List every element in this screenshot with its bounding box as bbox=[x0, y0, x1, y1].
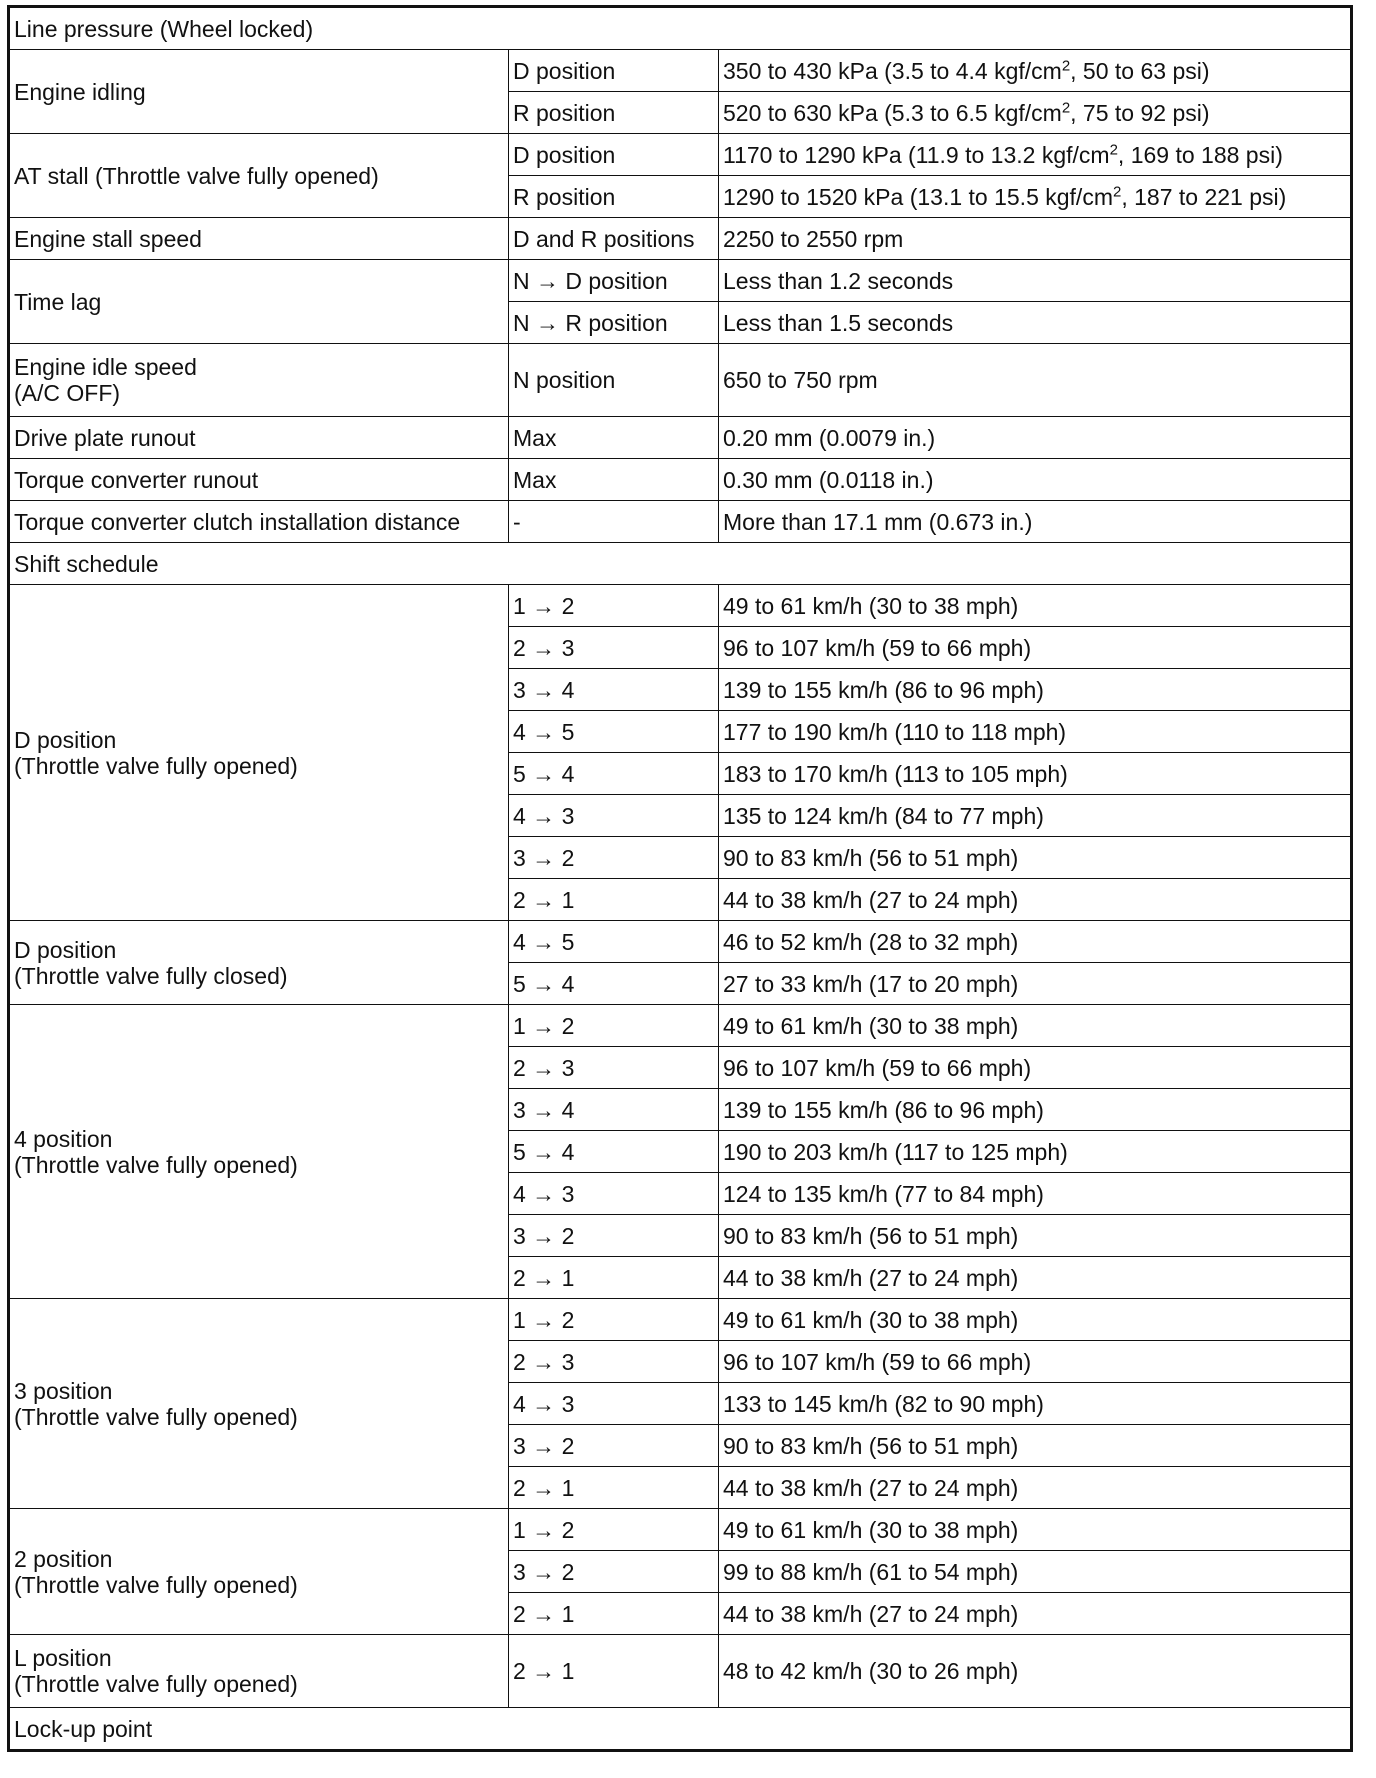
shift-group-label: 2 position (Throttle valve fully opened) bbox=[9, 1509, 509, 1635]
table-row bbox=[9, 50, 1352, 92]
shift-cell: 2 → 3 bbox=[509, 627, 719, 669]
condition-cell: N position bbox=[509, 344, 719, 417]
speed-cell: 90 to 83 km/h (56 to 51 mph) bbox=[719, 1215, 1352, 1257]
speed-cell: 90 to 83 km/h (56 to 51 mph) bbox=[719, 837, 1352, 879]
table-row bbox=[9, 134, 1352, 176]
speed-cell: 46 to 52 km/h (28 to 32 mph) bbox=[719, 921, 1352, 963]
table-row bbox=[9, 1708, 1352, 1751]
condition-cell: N → D position bbox=[509, 260, 719, 302]
shift-cell: 4 → 3 bbox=[509, 795, 719, 837]
value-cell: 0.20 mm (0.0079 in.) bbox=[719, 417, 1352, 459]
speed-cell: 96 to 107 km/h (59 to 66 mph) bbox=[719, 1341, 1352, 1383]
table-row bbox=[9, 921, 1352, 963]
shift-cell: 5 → 4 bbox=[509, 753, 719, 795]
shift-cell: 2 → 1 bbox=[509, 1635, 719, 1708]
condition-cell: R position bbox=[509, 176, 719, 218]
speed-cell: 44 to 38 km/h (27 to 24 mph) bbox=[719, 1467, 1352, 1509]
table-row bbox=[9, 1509, 1352, 1551]
shift-cell: 2 → 1 bbox=[509, 1593, 719, 1635]
table-row bbox=[9, 1299, 1352, 1341]
row-label-drive-plate-runout: Drive plate runout bbox=[9, 417, 509, 459]
condition-cell: R position bbox=[509, 92, 719, 134]
shift-cell: 3 → 2 bbox=[509, 1215, 719, 1257]
table-row bbox=[9, 260, 1352, 302]
condition-cell: N → R position bbox=[509, 302, 719, 344]
shift-cell: 3 → 2 bbox=[509, 1551, 719, 1593]
shift-group-label: D position (Throttle valve fully closed) bbox=[9, 921, 509, 1005]
shift-cell: 4 → 5 bbox=[509, 711, 719, 753]
shift-cell: 1 → 2 bbox=[509, 1299, 719, 1341]
shift-cell: 4 → 3 bbox=[509, 1383, 719, 1425]
speed-cell: 49 to 61 km/h (30 to 38 mph) bbox=[719, 1509, 1352, 1551]
speed-cell: 133 to 145 km/h (82 to 90 mph) bbox=[719, 1383, 1352, 1425]
shift-cell: 2 → 3 bbox=[509, 1047, 719, 1089]
shift-cell: 5 → 4 bbox=[509, 1131, 719, 1173]
value-cell: 1170 to 1290 kPa (11.9 to 13.2 kgf/$cm^2$, 169 to 188 psi) bbox=[719, 134, 1352, 176]
speed-cell: 49 to 61 km/h (30 to 38 mph) bbox=[719, 585, 1352, 627]
table-row bbox=[9, 459, 1352, 501]
value-cell: 1290 to 1520 kPa (13.1 to 15.5 kgf/$cm^2$, 187 to 221 psi) bbox=[719, 176, 1352, 218]
row-label-torque-converter-runout: Torque converter runout bbox=[9, 459, 509, 501]
shift-cell: 1 → 2 bbox=[509, 585, 719, 627]
shift-group-label: L position (Throttle valve fully opened) bbox=[9, 1635, 509, 1708]
speed-cell: 90 to 83 km/h (56 to 51 mph) bbox=[719, 1425, 1352, 1467]
speed-cell: 48 to 42 km/h (30 to 26 mph) bbox=[719, 1635, 1352, 1708]
speed-cell: 177 to 190 km/h (110 to 118 mph) bbox=[719, 711, 1352, 753]
value-cell: Less than 1.2 seconds bbox=[719, 260, 1352, 302]
shift-cell: 1 → 2 bbox=[509, 1005, 719, 1047]
condition-cell: D and R positions bbox=[509, 218, 719, 260]
row-label-engine-idle-speed: Engine idle speed (A/C OFF) bbox=[9, 344, 509, 417]
shift-group-label: 3 position (Throttle valve fully opened) bbox=[9, 1299, 509, 1509]
condition-cell: Max bbox=[509, 417, 719, 459]
row-label-at-stall: AT stall (Throttle valve fully opened) bbox=[9, 134, 509, 218]
value-cell: 0.30 mm (0.0118 in.) bbox=[719, 459, 1352, 501]
shift-cell: 3 → 4 bbox=[509, 669, 719, 711]
shift-group-label: 4 position (Throttle valve fully opened) bbox=[9, 1005, 509, 1299]
shift-cell: 4 → 5 bbox=[509, 921, 719, 963]
speed-cell: 44 to 38 km/h (27 to 24 mph) bbox=[719, 1257, 1352, 1299]
section-header-lock-up-point: Lock-up point bbox=[9, 1708, 1352, 1751]
table-row bbox=[9, 1005, 1352, 1047]
condition-cell: - bbox=[509, 501, 719, 543]
speed-cell: 190 to 203 km/h (117 to 125 mph) bbox=[719, 1131, 1352, 1173]
value-cell: 520 to 630 kPa (5.3 to 6.5 kgf/$cm^2$, 75 to 92 psi) bbox=[719, 92, 1352, 134]
shift-cell: 4 → 3 bbox=[509, 1173, 719, 1215]
shift-cell: 2 → 1 bbox=[509, 879, 719, 921]
speed-cell: 27 to 33 km/h (17 to 20 mph) bbox=[719, 963, 1352, 1005]
speed-cell: 183 to 170 km/h (113 to 105 mph) bbox=[719, 753, 1352, 795]
speed-cell: 139 to 155 km/h (86 to 96 mph) bbox=[719, 669, 1352, 711]
speed-cell: 44 to 38 km/h (27 to 24 mph) bbox=[719, 1593, 1352, 1635]
table-row bbox=[9, 7, 1352, 50]
table-row bbox=[9, 218, 1352, 260]
shift-cell: 5 → 4 bbox=[509, 963, 719, 1005]
shift-cell: 2 → 1 bbox=[509, 1257, 719, 1299]
shift-cell: 2 → 3 bbox=[509, 1341, 719, 1383]
condition-cell: Max bbox=[509, 459, 719, 501]
shift-cell: 3 → 4 bbox=[509, 1089, 719, 1131]
section-header-line-pressure: Line pressure (Wheel locked) bbox=[9, 7, 1352, 50]
speed-cell: 44 to 38 km/h (27 to 24 mph) bbox=[719, 879, 1352, 921]
shift-schedule-body bbox=[9, 585, 1352, 1708]
row-label-engine-stall-speed: Engine stall speed bbox=[9, 218, 509, 260]
speed-cell: 99 to 88 km/h (61 to 54 mph) bbox=[719, 1551, 1352, 1593]
value-cell: 350 to 430 kPa (3.5 to 4.4 kgf/$cm^2$, 50 to 63 psi) bbox=[719, 50, 1352, 92]
speed-cell: 96 to 107 km/h (59 to 66 mph) bbox=[719, 627, 1352, 669]
table-row bbox=[9, 344, 1352, 417]
shift-cell: 3 → 2 bbox=[509, 837, 719, 879]
speed-cell: 124 to 135 km/h (77 to 84 mph) bbox=[719, 1173, 1352, 1215]
table-row bbox=[9, 1635, 1352, 1708]
shift-cell: 1 → 2 bbox=[509, 1509, 719, 1551]
speed-cell: 49 to 61 km/h (30 to 38 mph) bbox=[719, 1005, 1352, 1047]
speed-cell: 49 to 61 km/h (30 to 38 mph) bbox=[719, 1299, 1352, 1341]
section-header-shift-schedule: Shift schedule bbox=[9, 543, 1352, 585]
value-cell: Less than 1.5 seconds bbox=[719, 302, 1352, 344]
shift-cell: 3 → 2 bbox=[509, 1425, 719, 1467]
shift-group-label: D position (Throttle valve fully opened) bbox=[9, 585, 509, 921]
value-cell: More than 17.1 mm (0.673 in.) bbox=[719, 501, 1352, 543]
table-row bbox=[9, 417, 1352, 459]
shift-cell: 2 → 1 bbox=[509, 1467, 719, 1509]
condition-cell: D position bbox=[509, 50, 719, 92]
table-row bbox=[9, 501, 1352, 543]
value-cell: 2250 to 2550 rpm bbox=[719, 218, 1352, 260]
table-row bbox=[9, 585, 1352, 627]
condition-cell: D position bbox=[509, 134, 719, 176]
speed-cell: 96 to 107 km/h (59 to 66 mph) bbox=[719, 1047, 1352, 1089]
row-label-torque-converter-clutch: Torque converter clutch installation distance bbox=[9, 501, 509, 543]
speed-cell: 139 to 155 km/h (86 to 96 mph) bbox=[719, 1089, 1352, 1131]
table-row bbox=[9, 543, 1352, 585]
spec-table bbox=[7, 5, 1353, 1752]
row-label-time-lag: Time lag bbox=[9, 260, 509, 344]
value-cell: 650 to 750 rpm bbox=[719, 344, 1352, 417]
row-label-engine-idling: Engine idling bbox=[9, 50, 509, 134]
speed-cell: 135 to 124 km/h (84 to 77 mph) bbox=[719, 795, 1352, 837]
